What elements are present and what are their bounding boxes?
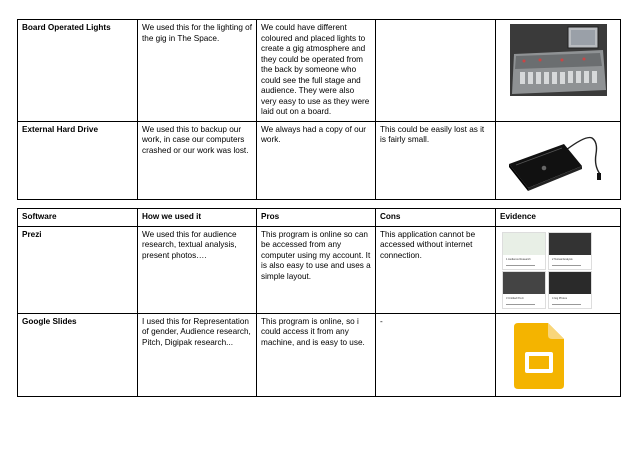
slide-thumbnail bbox=[548, 271, 592, 309]
lighting-board-photo-icon bbox=[510, 24, 607, 96]
evidence-cell bbox=[496, 226, 621, 313]
evidence-cell bbox=[496, 121, 621, 199]
header-pros: Pros bbox=[257, 209, 376, 227]
table-header-row bbox=[18, 209, 621, 227]
cons-cell: - bbox=[376, 313, 496, 396]
slide-thumbnail bbox=[548, 232, 592, 270]
equipment-name: External Hard Drive bbox=[18, 121, 138, 199]
how-used-cell: We used this to backup our work, in case our computers crashed or our work was lost. bbox=[138, 121, 257, 199]
header-software: Software bbox=[18, 209, 138, 227]
equipment-table bbox=[17, 19, 621, 200]
how-used-cell: We used this for the lighting of the gig in The Space. bbox=[138, 20, 257, 122]
table-row bbox=[18, 121, 621, 199]
hard-drive-photo-icon bbox=[506, 130, 611, 192]
software-name: Google Slides bbox=[18, 313, 138, 396]
evidence-cell bbox=[496, 20, 621, 122]
software-name: Prezi bbox=[18, 226, 138, 313]
table-row bbox=[18, 20, 621, 122]
header-how-used: How we used it bbox=[138, 209, 257, 227]
evidence-cell bbox=[496, 313, 621, 396]
header-cons: Cons bbox=[376, 209, 496, 227]
how-used-cell: I used this for Representation of gender, Audience research, Pitch, Digipak research... bbox=[138, 313, 257, 396]
slide-thumbnail-title: 4 Gig Photos bbox=[552, 297, 567, 301]
pros-cell: We could have different coloured and placed lights to create a gig atmosphere and they could be operated from the back by someone who could see the full stage and audience. They were also very easy to use as they were laid out on a board. bbox=[257, 20, 376, 122]
slide-thumbnail bbox=[502, 232, 546, 270]
google-slides-logo-icon bbox=[514, 323, 564, 389]
table-row bbox=[18, 313, 621, 396]
equipment-name: Board Operated Lights bbox=[18, 20, 138, 122]
cons-cell: This could be easily lost as it is fairly small. bbox=[376, 121, 496, 199]
software-table bbox=[17, 208, 621, 397]
header-evidence: Evidence bbox=[496, 209, 621, 227]
slide-thumbnail bbox=[502, 271, 546, 309]
prezi-slides-screenshot-icon bbox=[502, 232, 590, 308]
pros-cell: We always had a copy of our work. bbox=[257, 121, 376, 199]
slide-thumbnail-title: 2 Textual Analysis bbox=[552, 258, 573, 262]
cons-cell bbox=[376, 20, 496, 122]
pros-cell: This program is online, so i could access it from any machine, and is easy to use. bbox=[257, 313, 376, 396]
slide-thumbnail-title: 1 Audience Research bbox=[506, 258, 531, 262]
slide-thumbnail-title: 3 Untitled Prezi bbox=[506, 297, 524, 301]
how-used-cell: We used this for audience research, textual analysis, present photos…. bbox=[138, 226, 257, 313]
table-row bbox=[18, 226, 621, 313]
pros-cell: This program is online so can be accessed from any computer using my account. It is also easy to use and uses a simple layout. bbox=[257, 226, 376, 313]
cons-cell: This application cannot be accessed without internet connection. bbox=[376, 226, 496, 313]
